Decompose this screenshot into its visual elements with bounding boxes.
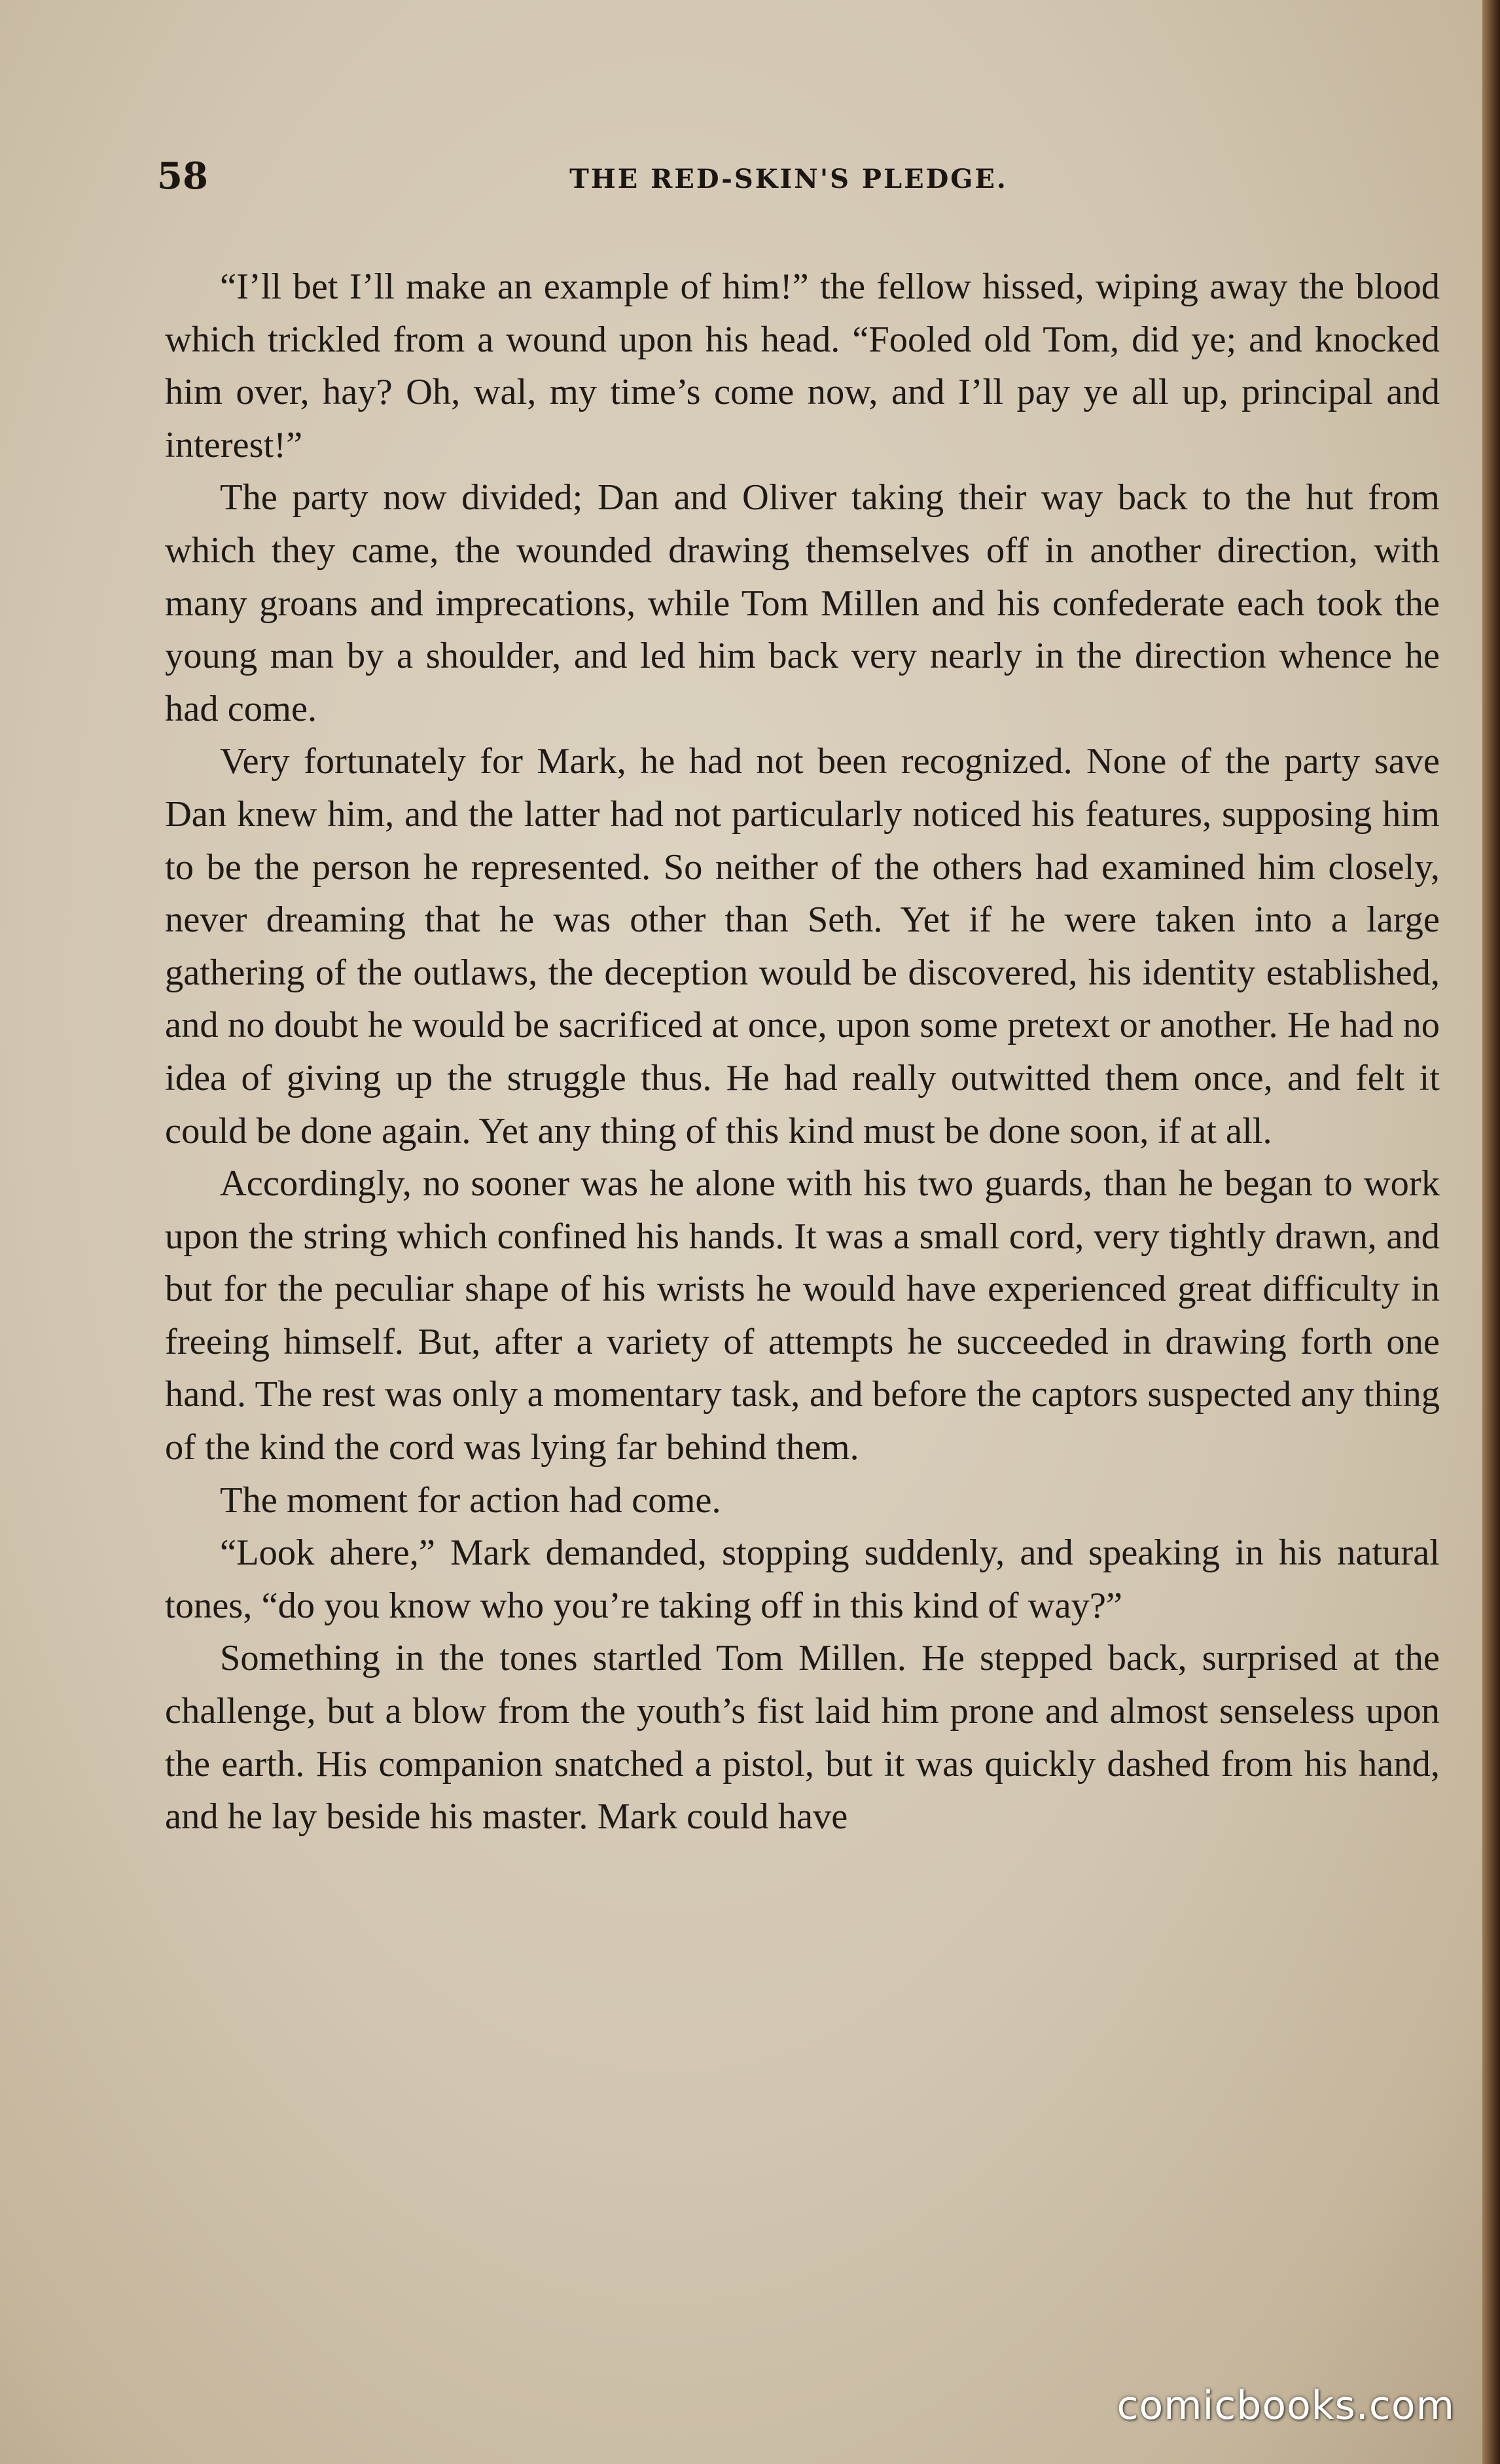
paragraph: “Look ahere,” Mark demanded, stopping suddenly, and speaking in his natural tones, “do you know who you’re taking off in this kind of way?” bbox=[165, 1532, 1440, 1626]
paragraph: Something in the tones startled Tom Millen. He stepped back, surprised at the challenge, but a blow from the youth’s fist laid him prone and almost senseless upon the earth. His companion snatched a pistol, but it was quickly dashed from his hand, and he lay beside his master. Mark could have bbox=[165, 1638, 1440, 1838]
page-number: 58 bbox=[157, 154, 208, 198]
body-text bbox=[165, 261, 1440, 2368]
paragraph: The party now divided; Dan and Oliver taking their way back to the hut from which they came, the wounded drawing themselves off in another direction, with many groans and imprecations, while Tom Millen and his confederate each took the young man by a shoulder, and led him back very nearly in the direction whence he had come. bbox=[165, 477, 1440, 729]
paragraph: Very fortunately for Mark, he had not been recognized. None of the party save Dan knew him, and the latter had not particularly noticed his features, supposing him to be the person he represented. So neither of the others had examined him closely, never dreaming that he was other than Seth. Yet if he were taken into a large gathering of the outlaws, the deception would be discovered, his identity established, and no doubt he would be sacrificed at once, upon some pretext or another. He had no idea of giving up the struggle thus. He had really outwitted them once, and felt it could be done again. Yet any thing of this kind must be done soon, if at all. bbox=[165, 741, 1440, 1151]
watermark: comicbooks.com bbox=[1116, 2383, 1455, 2429]
running-head bbox=[157, 154, 1420, 213]
running-title: THE RED-SKIN'S PLEDGE. bbox=[569, 164, 1008, 194]
page-edge-shadow bbox=[1482, 0, 1500, 2464]
paragraph: Accordingly, no sooner was he alone with his two guards, than he began to work upon the string which confined his hands. It was a small cord, very tightly drawn, and but for the peculiar shape of his wrists he would have experienced great difficulty in freeing himself. But, after a variety of attempts he succeeded in drawing forth one hand. The rest was only a momentary task, and before the captors suspected any thing of the kind the cord was lying far behind them. bbox=[165, 1163, 1440, 1468]
paragraph: The moment for action had come. bbox=[220, 1479, 721, 1521]
paragraph: “I’ll bet I’ll make an example of him!” the fellow hissed, wiping away the blood which trickled from a wound upon his head. “Fooled old Tom, did ye; and knocked him over, hay? Oh, wal, my time’s come now, and I’ll pay ye all up, principal and interest!” bbox=[165, 266, 1440, 465]
